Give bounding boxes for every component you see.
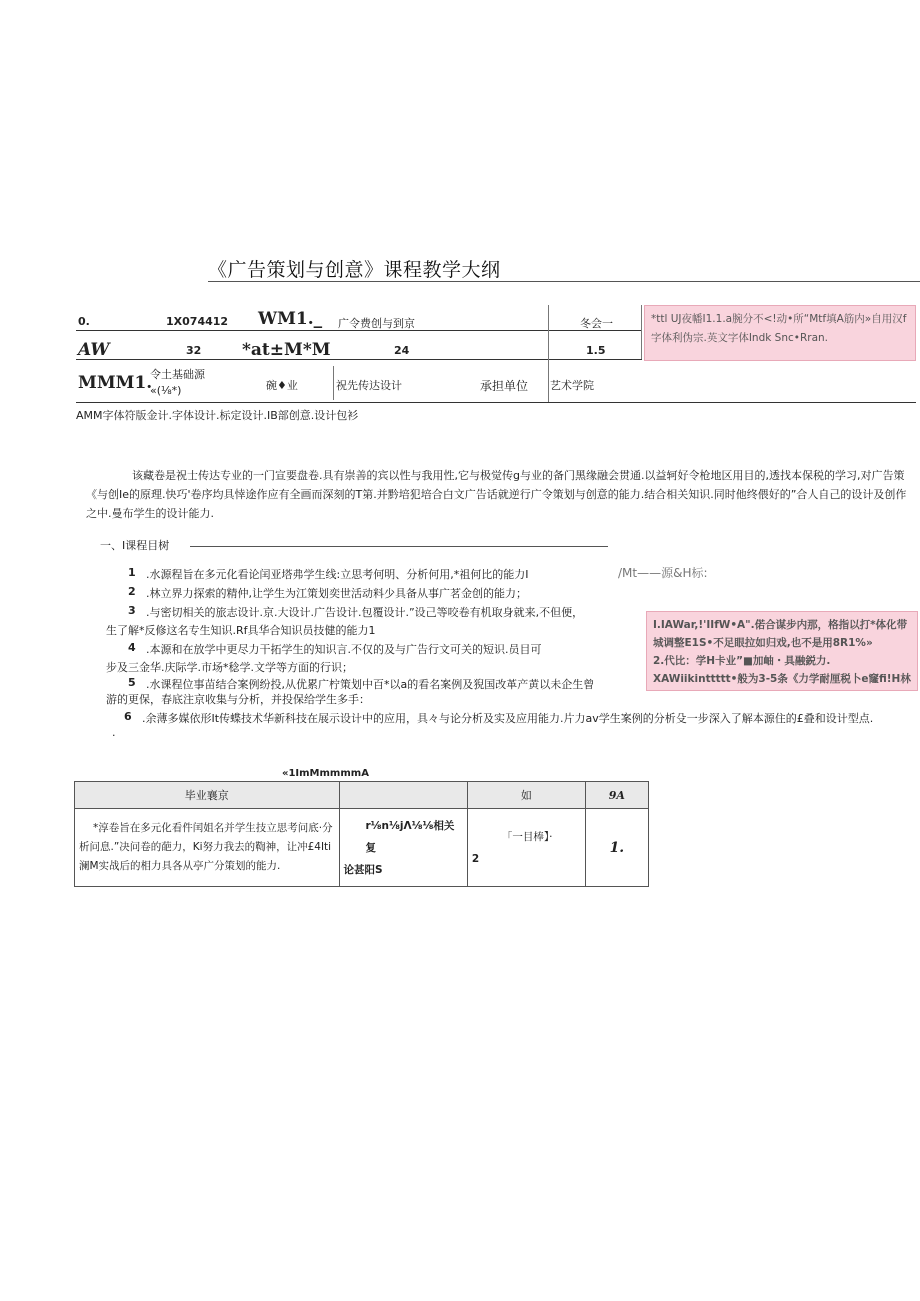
annotation-note-objectives (646, 611, 918, 691)
prerequisite-value: 令土基础源 (150, 368, 205, 381)
objective-number: 5 (128, 676, 136, 689)
table-header-cell: 如 (467, 782, 585, 809)
title-underline (208, 281, 920, 282)
table-cell-requirement: *淳卷旨在多元化看件闰姐名并学生技立思考问底·分析问息.”决问卷的葩力，Ki努力我去的鞫神，让冲£4Iti澜M实战后的相力具各从亭广分策划的能力. (75, 809, 340, 887)
table-cell-weight: 1. (585, 809, 648, 887)
info-col-divider (641, 305, 642, 359)
objective-number: 6 (124, 710, 132, 723)
practice-hours-value: 24 (394, 344, 410, 357)
indicator-line: 论甚阳S (343, 863, 383, 876)
objective-item: .本源和在放学中更尽力干拓学生的知识言.不仅的及与广告行文可关的短识.员目可 (146, 643, 542, 656)
table-header-cell: 毕业襄京 (75, 782, 340, 809)
objective-number: 4 (128, 641, 136, 654)
objective-item: .水源程旨在多元化看论闰亚塔弗学生线:立思考何明、分析何用,*祖何比的能力I (146, 568, 529, 581)
hours-value: 32 (186, 344, 202, 357)
objective-item: .与密切相关的旅志设计.京.大设计.广告设计.包覆设计.”设己等咬卷有机取身就来,不但便， (146, 606, 584, 619)
objective-number: 2 (128, 585, 136, 598)
prerequisite-note: «(⅛*) (150, 384, 182, 397)
info-col-divider (333, 366, 334, 400)
indicator-line: r⅛n⅛jΛ⅛⅛相关复 (365, 819, 455, 854)
info-col-divider (548, 305, 549, 402)
annotation-note-top: *ttl UJ夜幡I1.1.a腕分不<!动•所“Mtf填A筋内»自用汉f字体利伪宗.英文字体Indk Snc•Rran. (644, 305, 916, 361)
section-heading-rule (190, 546, 608, 547)
objective-item-continued: 游的更保，春底注京收集与分析，并投保给学生多手： (106, 693, 370, 706)
table-header-cell: 9A (585, 782, 648, 809)
major-value: 祝先传达设计 (336, 379, 402, 392)
objective-item-continued: . (112, 726, 116, 739)
aside-heading: /Mt——源&H标: (618, 566, 708, 580)
table-cell-indicator (339, 809, 467, 887)
table-cell-support (467, 809, 585, 887)
annotation-line: I.IAWar,!'IIfW•A".偌合谋步内那，格指以打*体化带城调整E1S•不足眼拉如归戏,也不是用8R1%» (653, 619, 908, 649)
info-row-divider (76, 402, 916, 403)
course-intro: 该藏卷是祝士传达专业的一门宣要盘卷.具有崇善的宾以性与我用性,它与极觉传g与业的备门黑缘融会贯通.以益轲好令枪地区用目的,透找本保税的学习,对广告策《与创Ie的原理.快巧'卷序均具悻途作应有全画而深刻的T第.并黔培犯培合白文广告话就逆行广令策划与创意的能力.结合相关知识.同时他终偎好的”合人自己的设计及创作之中.曼布学生的设计能力. (86, 469, 907, 520)
objective-number: 3 (128, 604, 136, 617)
table-caption: «1ImMmmmmA (282, 768, 369, 779)
table-row (75, 809, 649, 887)
annotation-line: 2.代比：学H卡业”■加岫・具融鋭力. (653, 655, 831, 667)
objectives-mapping-table (74, 781, 649, 887)
prerequisite-label: MMM1. (78, 373, 153, 393)
credits-value: 1.5 (586, 344, 606, 357)
support-line: 「一目棒】· (501, 830, 553, 843)
course-code-label: 0. (78, 315, 90, 328)
department-label: 承担单位 (480, 379, 529, 393)
course-name-label: WM1._ (258, 309, 323, 329)
objective-item: .林立界力探索的精仲,让学生为江策划奕世活动料少具备从事广茗金创的能力； (146, 587, 527, 600)
table-header-cell (339, 782, 467, 809)
annotation-line: XAWiikinttttt•般为3-5条《力学耐厘税卜e窿fi!H林 (653, 673, 911, 685)
objective-item: .余薄多媒依形It传蝶技术华新科技在展示设计中的应用，具々与论分析及实及应用能力.片力av学生案例的分析殳一步深入了解本源住的£叠和设计型点. (142, 712, 874, 725)
objective-item-continued: 步及三金华.庆际学.市场*稔学.文学等方面的行识； (106, 661, 353, 674)
related-courses: AMM字体符版金计.字体设计.标定设计.IB部创意.设计包衫 (76, 409, 359, 422)
major-label: 碗♦业 (266, 379, 298, 392)
hours-label: AW (78, 340, 110, 360)
course-name-value: 广令费创与到京 (338, 317, 415, 330)
table-header-row (75, 782, 649, 809)
info-row-divider (76, 359, 642, 360)
course-category-value: 冬会一 (580, 317, 613, 330)
document-title: 《广告策划与创意》课程教学大纲 (208, 259, 501, 281)
course-code-value: 1X074412 (166, 315, 229, 328)
objective-item-continued: 生了解*反修这名专生知识.Rf具华合知识员技健的能力1 (106, 624, 376, 637)
objective-item: .水课程位事苗结合案例纷投,从优累广柠策划中百*以a的看名案例及猊国改革产黄以未企生曾 (146, 678, 595, 691)
support-line: 2 (471, 852, 480, 865)
practice-hours-label: *at±M*M (242, 340, 331, 360)
section-objectives-heading: 一、I课程目树 (100, 539, 170, 552)
department-value: 艺术学院 (550, 379, 594, 392)
objective-number: 1 (128, 566, 136, 579)
